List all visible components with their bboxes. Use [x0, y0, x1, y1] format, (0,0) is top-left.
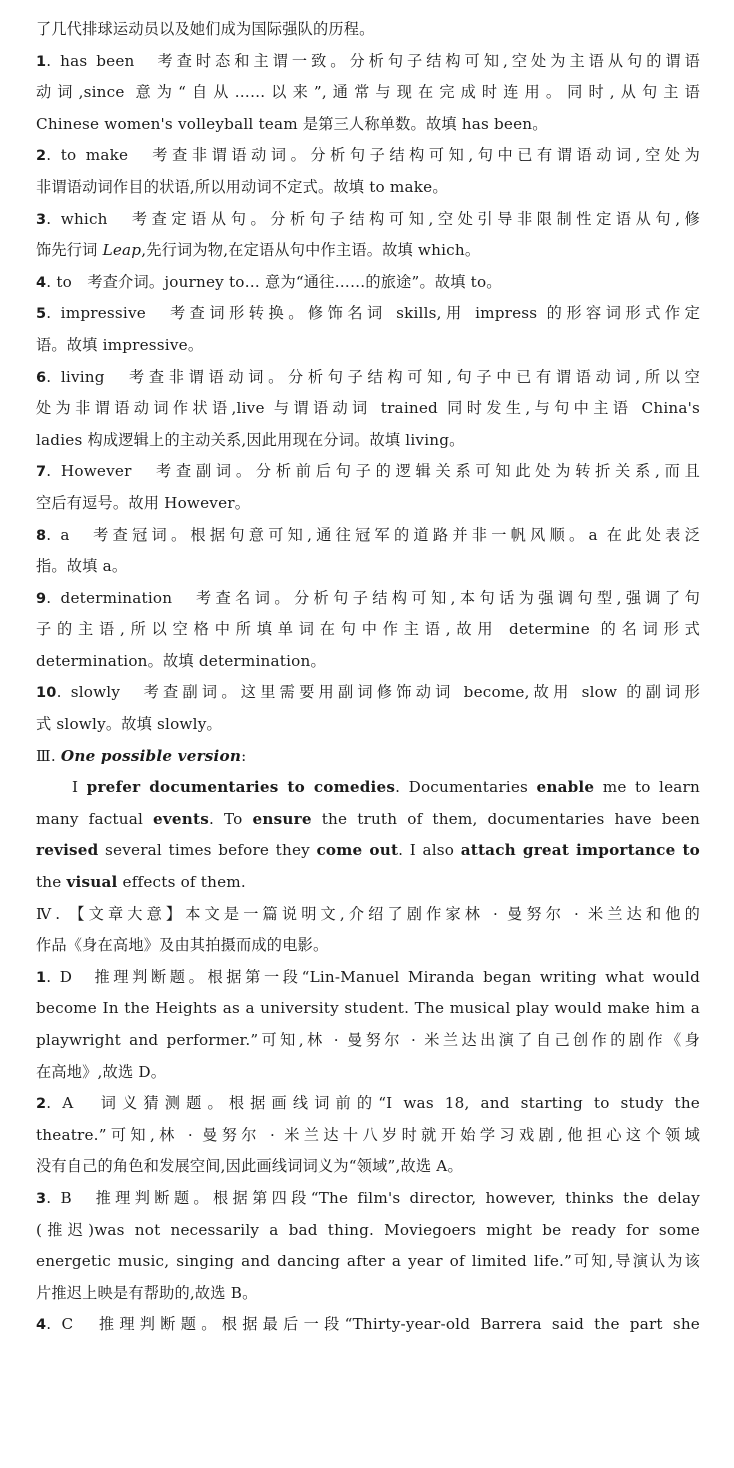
text-line	[36, 488, 700, 520]
text-line	[36, 1120, 700, 1152]
text-segment: the truth of them, documentaries have been	[311, 809, 700, 828]
text-segment: several times before they	[98, 841, 317, 860]
text-segment: the	[36, 873, 67, 892]
text-segment: . slowly 考查副词。这里需要用副词修饰动词 become,故用 slow 的副词形	[56, 683, 700, 702]
item-number: 9	[36, 590, 47, 607]
text-line	[36, 46, 700, 78]
text-line	[36, 962, 700, 994]
bold-phrase: visual	[66, 873, 118, 892]
text-segment: 子的主语,所以空格中所填单词在句中作主语,故用 determine 的名词形式	[36, 620, 700, 639]
text-segment: . which 考查定语从句。分析句子结构可知,空处引导非限制性定语从句,修	[46, 209, 700, 228]
text-segment: ladies 构成逻辑上的主动关系,因此用现在分词。故填 living。	[36, 430, 465, 449]
text-line	[36, 551, 700, 583]
text-segment: . A 词义猜测题。根据画线词前的“I was 18, and starting to study the	[46, 1094, 700, 1113]
text-line	[36, 1309, 700, 1341]
text-segment: 空后有逗号。故用 However。	[36, 493, 251, 512]
text-segment: . to make 考查非谓语动词。分析句子结构可知,句中已有谓语动词,空处为	[46, 146, 700, 165]
text-line	[36, 614, 700, 646]
text-line	[36, 109, 700, 141]
text-line	[36, 835, 700, 867]
text-line	[36, 804, 700, 836]
bold-phrase: events	[153, 809, 209, 828]
text-segment: 作品《身在高地》及由其拍摄而成的电影。	[36, 936, 329, 955]
text-line	[36, 1151, 700, 1183]
item-number: 8	[36, 527, 47, 544]
text-line	[36, 140, 700, 172]
text-segment: . has been 考查时态和主谓一致。分析句子结构可知,空处为主语从句的谓语	[46, 51, 700, 70]
text-line	[36, 393, 700, 425]
item-number: 3	[36, 211, 47, 228]
text-segment: 非谓语动词作目的状语,所以用动词不定式。故填 to make。	[36, 177, 448, 196]
text-segment: energetic music, singing and dancing after a year of limited life.”可知,导演认为该	[36, 1252, 700, 1271]
bold-phrase: attach great importance to	[460, 841, 700, 860]
item-number: 5	[36, 306, 47, 323]
text-segment: 处为非谓语动词作状语,live 与谓语动词 trained 同时发生,与句中主语 China's	[36, 399, 700, 418]
section-heading: One possible version	[60, 746, 242, 765]
text-line	[36, 362, 700, 394]
item-number: 1	[36, 53, 47, 70]
text-line	[36, 520, 700, 552]
text-segment: 指。故填 a。	[36, 557, 128, 576]
text-line	[36, 456, 700, 488]
item-number: 10	[36, 685, 57, 702]
text-segment: Ⅳ. 【文章大意】本文是一篇说明文,介绍了剧作家林 · 曼努尔 · 米兰达和他的	[36, 904, 700, 923]
text-line	[36, 1088, 700, 1120]
text-line	[36, 14, 700, 46]
text-line	[36, 677, 700, 709]
item-number: 7	[36, 464, 47, 481]
text-segment: 在高地》,故选 D。	[36, 1062, 167, 1081]
text-line	[36, 583, 700, 615]
text-line	[36, 1246, 700, 1278]
text-segment: (推迟)was not necessarily a bad thing. Moviegoers might be ready for some	[36, 1220, 700, 1239]
text-segment: 式 slowly。故填 slowly。	[36, 715, 222, 734]
text-segment: many factual	[36, 809, 154, 828]
item-number: 4	[36, 1317, 47, 1334]
text-segment: . B 推理判断题。根据第四段“The film's director, however, thinks the delay	[46, 1188, 700, 1207]
text-segment: 语。故填 impressive。	[36, 335, 204, 354]
text-segment: become In the Heights as a university student. The musical play would make him a	[36, 999, 700, 1018]
italic-phrase: Leap	[102, 241, 142, 260]
text-segment: . I also	[398, 841, 461, 860]
text-line	[36, 1025, 700, 1057]
item-number: 4	[36, 274, 47, 291]
text-segment: 饰先行词	[36, 241, 103, 260]
text-segment: . living 考查非谓语动词。分析句子结构可知,句子中已有谓语动词,所以空	[46, 367, 700, 386]
text-segment: . However 考查副词。分析前后句子的逻辑关系可知此处为转折关系,而且	[46, 462, 700, 481]
text-line	[36, 77, 700, 109]
text-segment: . to 考查介词。journey to… 意为“通往……的旅途”。故填 to。	[46, 272, 502, 291]
item-number: 1	[36, 969, 47, 986]
text-segment: me to learn	[594, 778, 700, 797]
text-line	[36, 1215, 700, 1247]
text-line	[36, 741, 700, 773]
text-line	[36, 1057, 700, 1089]
bold-phrase: prefer documentaries to comedies	[86, 778, 396, 797]
bold-phrase: come out	[316, 841, 399, 860]
text-line	[36, 298, 700, 330]
text-line	[36, 204, 700, 236]
text-line	[36, 772, 700, 804]
text-segment: . Documentaries	[395, 778, 537, 797]
text-line	[36, 867, 700, 899]
text-segment: . D 推理判断题。根据第一段“Lin-Manuel Miranda began writing what would	[46, 967, 700, 986]
text-line	[36, 330, 700, 362]
text-segment: . impressive 考查词形转换。修饰名词 skills,用 impress 的形容词形式作定	[46, 304, 700, 323]
document-page	[36, 14, 700, 1341]
text-segment: theatre.”可知,林 · 曼努尔 · 米兰达十八岁时就开始学习戏剧,他担心这个领域	[36, 1125, 700, 1144]
bold-phrase: enable	[536, 778, 595, 797]
text-segment: 没有自己的角色和发展空间,因此画线词词义为“领域”,故选 A。	[36, 1157, 463, 1176]
item-number: 2	[36, 1096, 47, 1113]
text-line	[36, 930, 700, 962]
text-line	[36, 709, 700, 741]
text-line	[36, 267, 700, 299]
text-segment: Chinese women's volleyball team 是第三人称单数。故填 has been。	[36, 114, 548, 133]
text-segment: . C 推理判断题。根据最后一段“Thirty-year-old Barrera said the part she	[46, 1315, 700, 1334]
bold-phrase: revised	[36, 841, 99, 860]
text-line	[36, 1278, 700, 1310]
text-segment: I	[72, 778, 87, 797]
text-line	[36, 993, 700, 1025]
text-line	[36, 425, 700, 457]
text-line	[36, 1183, 700, 1215]
text-segment: . determination 考查名词。分析句子结构可知,本句话为强调句型,强调了句	[46, 588, 700, 607]
item-number: 3	[36, 1190, 47, 1207]
text-segment: :	[241, 746, 247, 765]
text-segment: ,先行词为物,在定语从句中作主语。故填 which。	[141, 241, 481, 260]
item-number: 6	[36, 369, 47, 386]
text-segment: . To	[208, 809, 253, 828]
text-segment: effects of them.	[117, 873, 246, 892]
item-number: 2	[36, 148, 47, 165]
text-line	[36, 646, 700, 678]
text-line	[36, 172, 700, 204]
text-segment: determination。故填 determination。	[36, 651, 326, 670]
text-segment: . a 考查冠词。根据句意可知,通往冠军的道路并非一帆风顺。a 在此处表泛	[46, 525, 700, 544]
text-segment: Ⅲ.	[36, 746, 61, 765]
text-segment: 片推迟上映是有帮助的,故选 B。	[36, 1283, 258, 1302]
text-segment: 了几代排球运动员以及她们成为国际强队的历程。	[36, 20, 375, 38]
text-line	[36, 899, 700, 931]
text-segment: playwright and performer.”可知,林 · 曼努尔 · 米兰达出演了自己创作的剧作《身	[36, 1031, 700, 1049]
text-segment: 动词,since 意为“自从……以来”,通常与现在完成时连用。同时,从句主语	[36, 83, 700, 102]
text-line	[36, 235, 700, 267]
bold-phrase: ensure	[252, 809, 312, 828]
